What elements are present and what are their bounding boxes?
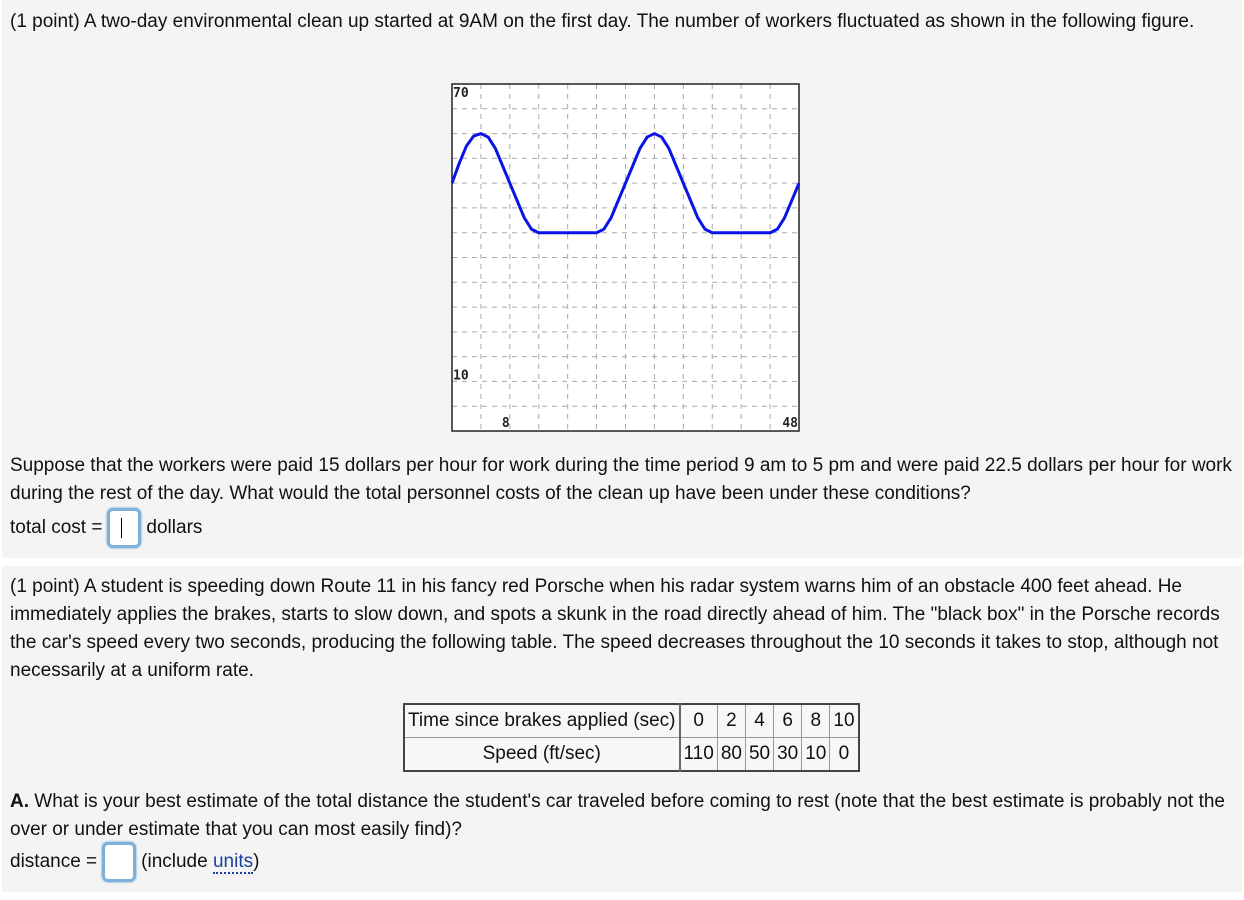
time-cell: 0: [680, 704, 718, 738]
total-cost-answer-row: [10, 508, 202, 548]
units-link[interactable]: units: [212, 851, 254, 872]
speed-cell: 10: [802, 738, 830, 772]
speed-cell: 0: [830, 738, 859, 772]
time-row: [404, 704, 859, 738]
distance-label: distance =: [10, 851, 98, 872]
speed-cell: 110: [680, 738, 718, 772]
hint-suffix: ): [253, 851, 260, 872]
part-a-text: What is your best estimate of the total distance the student's car traveled before coming to rest (note that the best estimate is probably not the over or under estimate that you can most easily find)?: [10, 791, 1225, 840]
hint-prefix: (include: [141, 851, 213, 872]
time-cell: 8: [802, 704, 830, 738]
total-cost-input[interactable]: [107, 508, 141, 548]
part-a-question: [10, 788, 1234, 844]
time-row-header: Time since brakes applied (sec): [404, 704, 680, 738]
time-cell: 6: [774, 704, 802, 738]
distance-input[interactable]: [102, 842, 136, 882]
speed-cell: 30: [774, 738, 802, 772]
time-cell: 10: [830, 704, 859, 738]
speed-row-header: Speed (ft/sec): [404, 738, 680, 772]
text-caret: [121, 518, 122, 538]
problem-1-intro: (1 point) A two-day environmental clean up started at 9AM on the first day. The number of workers fluctuated as shown in the following figure.: [10, 11, 1195, 32]
speed-cell: 50: [745, 738, 773, 772]
problem-1: [2, 0, 1242, 558]
time-cell: 2: [717, 704, 745, 738]
part-a-label: A.: [10, 791, 29, 812]
x-tick-label-high: 48: [782, 416, 798, 431]
problem-2-intro: (1 point) A student is speeding down Route 11 in his fancy red Porsche when his radar system warns him of an obstacle 400 feet ahead. He immediately applies the brakes, starts to slow down, and spots a skunk in the road directly ahead of him. The "black box" in the Porsche records the car's speed every two seconds, producing the following table. The speed decreases throughout the 10 seconds it takes to stop, although not necessarily at a uniform rate.: [10, 576, 1220, 681]
speed-cell: 80: [717, 738, 745, 772]
x-tick-label-low: 8: [501, 416, 510, 431]
speed-row: [404, 738, 859, 772]
y-tick-label-top: 70: [453, 86, 469, 101]
distance-answer-row: [10, 842, 259, 882]
time-cell: 4: [745, 704, 773, 738]
units-hint: [141, 851, 259, 873]
y-tick-label-low: 10: [453, 368, 469, 384]
problem-1-question: Suppose that the workers were paid 15 dollars per hour for work during the time period 9 am to 5 pm and were paid 22.5 dollars per hour for work during the rest of the day. What would the total personnel costs of the clean up have been under these conditions?: [10, 455, 1232, 504]
total-cost-label: total cost =: [10, 517, 103, 538]
total-cost-unit: dollars: [146, 517, 203, 538]
speed-table: [403, 703, 860, 772]
workers-chart: [451, 83, 801, 433]
